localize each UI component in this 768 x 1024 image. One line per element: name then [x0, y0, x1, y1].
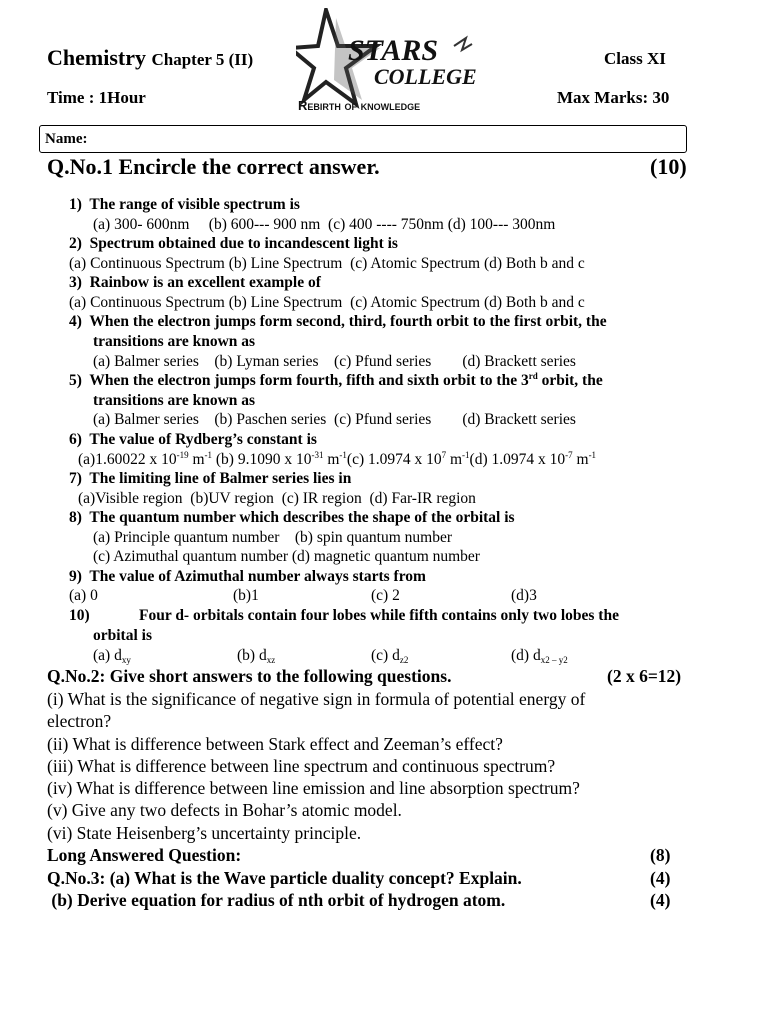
q1-item-10-opt-d: (d) $d_{x2 - y2}$ [511, 647, 568, 665]
q1-item-9: 9) The value of Azimuthal number always starts from [69, 568, 426, 585]
q1-item-4: 4) When the electron jumps form second, third, fourth orbit to the first orbit, the [69, 313, 607, 330]
q1-item-3: 3) Rainbow is an excellent example of [69, 274, 321, 291]
long-question-title: Long Answered Question: [47, 845, 242, 865]
q1-item-9-opt-a: (a) 0 [69, 587, 98, 604]
q1-item-4-cont: transitions are known as [93, 333, 256, 350]
name-label: Name: [45, 131, 88, 147]
q1-item-8-options-line1: (a) Principle quantum number (b) spin quantum number [93, 529, 453, 546]
q3-a-marks: (4) [650, 868, 671, 888]
q1-item-6: 6) The value of Rydberg’s constant is [69, 431, 317, 448]
time-label: Time : 1Hour [47, 88, 146, 107]
q1-item-1: 1) The range of visible spectrum is [69, 196, 300, 213]
q3-b: (b) Derive equation for radius of nth orbit of hydrogen atom. [47, 890, 506, 910]
q1-item-2: 2) Spectrum obtained due to incandescent light is [69, 235, 398, 252]
subject-title: Chemistry Chapter 5 (II) [47, 45, 254, 70]
max-marks-label: Max Marks: 30 [557, 88, 670, 107]
q1-marks: (10) [650, 154, 687, 179]
name-field-box [39, 125, 687, 153]
q2-item-iv: (iv) What is difference between line emission and line absorption spectrum? [47, 778, 580, 798]
q2-marks: (2 x 6=12) [607, 666, 682, 686]
q1-item-10-num: 10) [69, 607, 90, 624]
q3-a: Q.No.3: (a) What is the Wave particle duality concept? Explain. [47, 868, 522, 888]
q2-item-iii: (iii) What is difference between line spectrum and continuous spectrum? [47, 756, 556, 776]
q1-item-7-options: (a)Visible region (b)UV region (c) IR region (d) Far-IR region [78, 490, 476, 507]
q1-item-5-cont: transitions are known as [93, 392, 256, 409]
q2-item-i-cont: electron? [47, 711, 112, 731]
q2-title: Q.No.2: Give short answers to the following questions. [47, 666, 452, 686]
q1-item-10-opt-c: (c) $d_{z2}$ [371, 647, 409, 665]
q1-item-10-cont: orbital is [93, 627, 152, 644]
stars-college-logo [296, 8, 506, 118]
q1-item-10-opt-a: (a) $d_{xy}$ [93, 647, 131, 665]
star-logo-icon [296, 8, 506, 118]
q1-item-7: 7) The limiting line of Balmer series lies in [69, 470, 352, 487]
q1-item-9-opt-d: (d)3 [511, 587, 537, 604]
q1-item-9-opt-b: (b)1 [233, 587, 259, 604]
q1-item-8-options-line2: (c) Azimuthal quantum number (d) magnetic quantum number [93, 548, 480, 565]
q1-item-5-options: (a) Balmer series (b) Paschen series (c) Pfund series (d) Brackett series [93, 411, 576, 428]
q1-item-3-options: (a) Continuous Spectrum (b) Line Spectrum (c) Atomic Spectrum (d) Both b and c [69, 294, 585, 311]
logo-line2: COLLEGE [374, 64, 477, 89]
long-question-marks: (8) [650, 845, 671, 865]
q1-item-1-options: (a) 300- 600nm (b) 600--- 900 nm (c) 400 ---- 750nm (d) 100--- 300nm [93, 216, 556, 233]
q1-item-10-opt-b: (b) $d_{xz}$ [237, 647, 276, 665]
class-label: Class XI [604, 49, 666, 68]
q1-item-9-opt-c: (c) 2 [371, 587, 400, 604]
q1-item-2-options: (a) Continuous Spectrum (b) Line Spectrum (c) Atomic Spectrum (d) Both b and c [69, 255, 585, 272]
q2-item-i: (i) What is the significance of negative sign in formula of potential energy of [47, 689, 586, 709]
q1-item-5: 5) When the electron jumps form fourth, fifth and sixth orbit to the 3rd orbit, the [69, 371, 603, 389]
q1-item-8: 8) The quantum number which describes the shape of the orbital is [69, 509, 515, 526]
q2-item-v: (v) Give any two defects in Bohar’s atomic model. [47, 800, 402, 820]
q2-item-ii: (ii) What is difference between Stark effect and Zeeman’s effect? [47, 734, 503, 754]
q1-item-10: Four d- orbitals contain four lobes while fifth contains only two lobes the [139, 607, 619, 624]
logo-tagline: Rebirth of knowledge [298, 98, 421, 113]
q2-item-vi: (vi) State Heisenberg’s uncertainty principle. [47, 823, 362, 843]
q1-item-6-options: (a)1.60022 x $10^{-19}$ $m^{-1}$ (b) 9.1090 x $10^{-31}$ $m^{-1}(c)$ 1.0974 x $10^7$ $m^{-1}(d)$ 1.0974 x $10^{-7}$ $m^{-1}$ [78, 450, 597, 468]
q1-item-4-options: (a) Balmer series (b) Lyman series (c) Pfund series (d) Brackett series [93, 353, 576, 370]
q1-title: Q.No.1 Encircle the correct answer. [47, 154, 380, 179]
q3-b-marks: (4) [650, 890, 671, 910]
logo-line1: STARS [348, 34, 439, 67]
